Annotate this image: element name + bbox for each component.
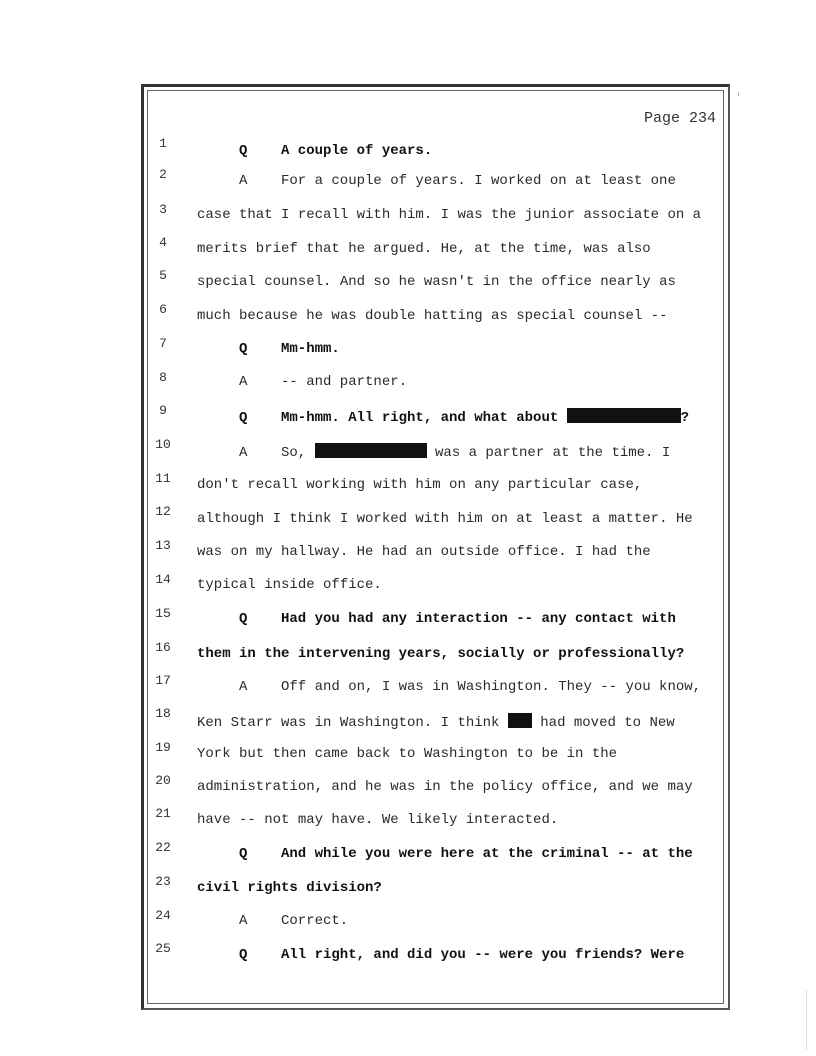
line-text-before: So, [281, 445, 315, 461]
line-text: case that I recall with him. I was the junior associate on a [197, 207, 702, 223]
transcript-line [197, 341, 340, 357]
transcript-line [197, 812, 558, 828]
line-number: 11 [155, 471, 171, 486]
transcript-line [197, 679, 701, 695]
line-number: 24 [155, 908, 171, 923]
line-text: them in the intervening years, socially or professionally? [197, 646, 685, 662]
line-text: A couple of years. [281, 143, 433, 159]
line-number: 12 [155, 504, 171, 519]
line-text: For a couple of years. I worked on at least one [281, 173, 676, 189]
line-number: 2 [159, 167, 167, 182]
speaker-label: Q [239, 947, 248, 963]
line-text: Off and on, I was in Washington. They -- you know, [281, 679, 702, 695]
line-number: 19 [155, 740, 171, 755]
line-text: was on my hallway. He had an outside office. I had the [197, 544, 651, 560]
transcript-line [197, 913, 348, 929]
transcript-line [197, 511, 693, 527]
line-text: special counsel. And so he wasn't in the office nearly as [197, 274, 676, 290]
line-number: 16 [155, 640, 171, 655]
line-number: 10 [155, 437, 171, 452]
speaker-label: A [239, 913, 248, 929]
transcript-line [197, 207, 701, 223]
line-number: 17 [155, 673, 171, 688]
line-number: 9 [159, 403, 167, 418]
transcript-line [197, 143, 432, 159]
line-number: 13 [155, 538, 171, 553]
line-text: merits brief that he argued. He, at the time, was also [197, 241, 651, 257]
transcript-line [197, 746, 617, 762]
line-text: don't recall working with him on any particular case, [197, 477, 643, 493]
line-number: 21 [155, 806, 171, 821]
speaker-label: A [239, 679, 248, 695]
line-number: 6 [159, 302, 167, 317]
line-text: All right, and did you -- were you friends? Were [281, 947, 685, 963]
line-number: 8 [159, 370, 167, 385]
transcript-line [197, 374, 407, 390]
transcript-line [197, 477, 642, 493]
transcript-line [197, 241, 651, 257]
speaker-label: A [239, 374, 248, 390]
line-number: 15 [155, 606, 171, 621]
line-text-after: was a partner at the time. I [426, 445, 671, 461]
line-number: 3 [159, 202, 167, 217]
speaker-label: Q [239, 846, 248, 862]
speaker-label: A [239, 173, 248, 189]
line-number: 20 [155, 773, 171, 788]
line-text: Mm-hmm. [281, 341, 340, 357]
speaker-label: Q [239, 410, 248, 426]
scan-mark [738, 92, 739, 96]
transcript-line [197, 577, 382, 593]
speaker-label: Q [239, 143, 248, 159]
line-text-after: had moved to New [531, 715, 675, 731]
speaker-label: A [239, 445, 248, 461]
line-number: 5 [159, 268, 167, 283]
line-text: although I think I worked with him on at least a matter. He [197, 511, 693, 527]
transcript-line [197, 713, 675, 731]
transcript-line [197, 947, 684, 963]
line-number: 7 [159, 336, 167, 351]
line-text: Correct. [281, 913, 349, 929]
line-text: Had you had any interaction -- any contact with [281, 611, 676, 627]
line-text: typical inside office. [197, 577, 382, 593]
line-number: 22 [155, 840, 171, 855]
line-text-after: ? [680, 410, 690, 426]
line-text: much because he was double hatting as special counsel -- [197, 308, 668, 324]
line-number: 1 [159, 136, 167, 151]
redaction-block [508, 713, 532, 728]
transcript-line [197, 308, 667, 324]
line-number: 18 [155, 706, 171, 721]
transcript-line [197, 173, 676, 189]
redaction-block [567, 408, 681, 423]
line-text: administration, and he was in the policy office, and we may [197, 779, 693, 795]
speaker-label: Q [239, 611, 248, 627]
transcript-line [197, 846, 693, 862]
page-number: Page 234 [643, 110, 716, 127]
transcript-line [197, 611, 676, 627]
transcript-line [197, 408, 689, 426]
line-text: York but then came back to Washington to be in the [197, 746, 618, 762]
line-number: 4 [159, 235, 167, 250]
speaker-label: Q [239, 341, 248, 357]
line-text-before: Ken Starr was in Washington. I think [197, 715, 508, 731]
line-text: And while you were here at the criminal -- at the [281, 846, 693, 862]
line-text: have -- not may have. We likely interacted. [197, 812, 559, 828]
transcript-line [197, 274, 676, 290]
transcript-line [197, 443, 670, 461]
transcript-line [197, 880, 382, 896]
edge-mark [806, 990, 807, 1050]
line-text-before: Mm-hmm. All right, and what about [281, 410, 567, 426]
transcript-line [197, 779, 693, 795]
line-text: civil rights division? [197, 880, 382, 896]
transcript-line [197, 646, 684, 662]
line-text: -- and partner. [281, 374, 408, 390]
line-number: 25 [155, 941, 171, 956]
line-number: 23 [155, 874, 171, 889]
redaction-block [315, 443, 427, 458]
transcript-line [197, 544, 651, 560]
line-number: 14 [155, 572, 171, 587]
